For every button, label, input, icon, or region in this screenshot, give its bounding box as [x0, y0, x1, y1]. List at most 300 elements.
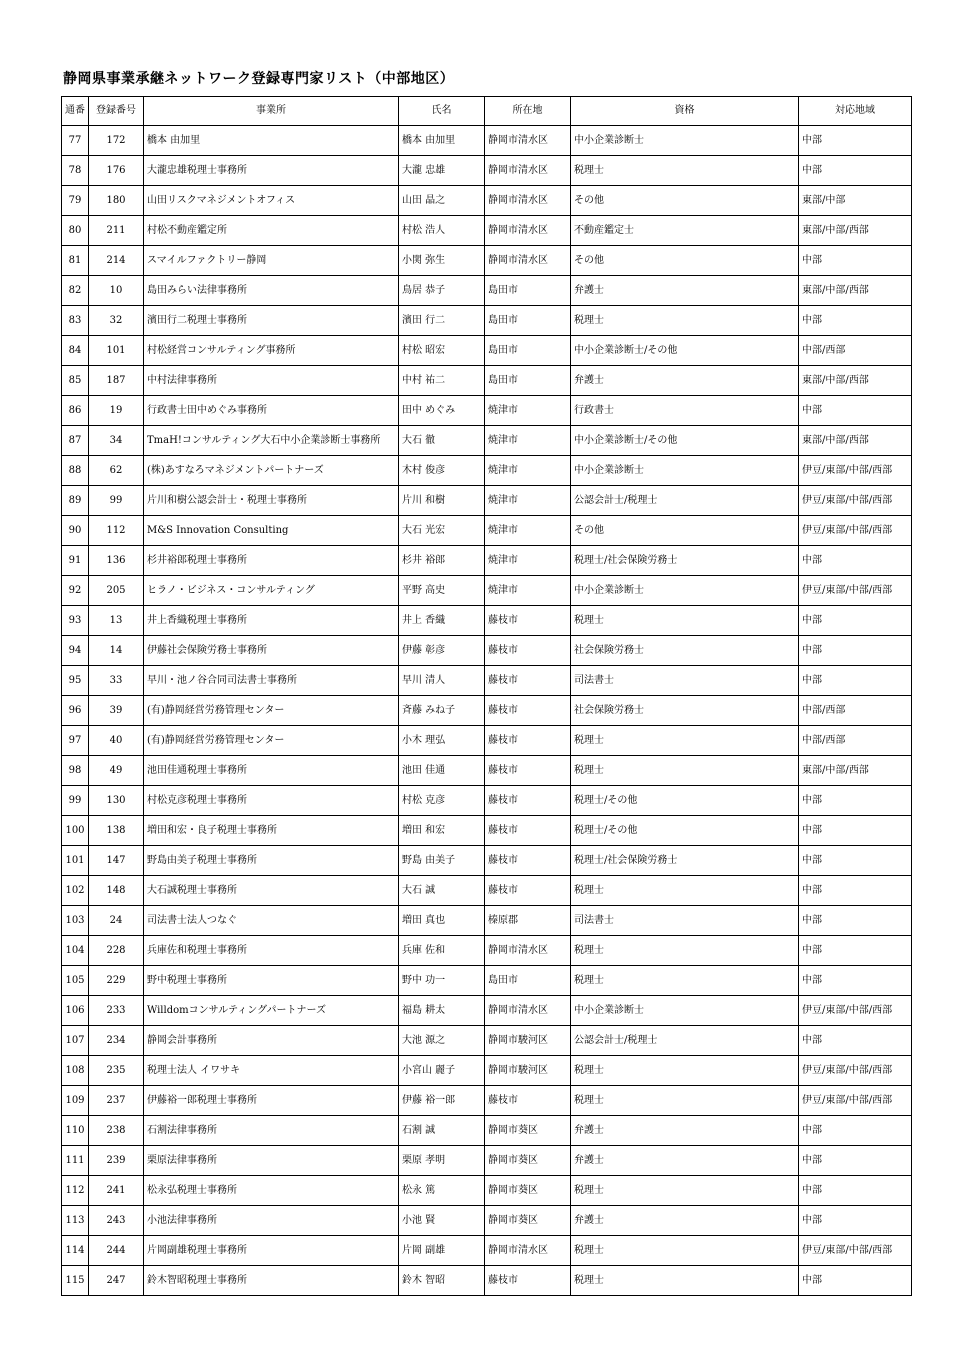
- cell-region: 中部: [799, 816, 912, 846]
- cell-region: 中部: [799, 846, 912, 876]
- cell-region: 東部/中部/西部: [799, 426, 912, 456]
- cell-office: 村松経営コンサルティング事務所: [144, 336, 399, 366]
- cell-registration-no: 239: [89, 1146, 144, 1176]
- cell-serial: 92: [62, 576, 89, 606]
- cell-office: 石割法律事務所: [144, 1116, 399, 1146]
- cell-serial: 98: [62, 756, 89, 786]
- cell-registration-no: 10: [89, 276, 144, 306]
- table-row: [62, 606, 912, 636]
- cell-name: 伊藤 裕一郎: [399, 1086, 485, 1116]
- cell-serial: 93: [62, 606, 89, 636]
- cell-office: (株)あすなろマネジメントパートナーズ: [144, 456, 399, 486]
- table-row: [62, 1116, 912, 1146]
- cell-registration-no: 176: [89, 156, 144, 186]
- cell-qualification: 公認会計士/税理士: [571, 486, 799, 516]
- cell-location: 焼津市: [485, 546, 571, 576]
- cell-qualification: その他: [571, 186, 799, 216]
- column-header-registration-no: 登録番号: [89, 97, 144, 126]
- cell-qualification: 税理士: [571, 756, 799, 786]
- cell-location: 藤枝市: [485, 786, 571, 816]
- cell-name: 村松 浩人: [399, 216, 485, 246]
- cell-serial: 107: [62, 1026, 89, 1056]
- cell-qualification: 税理士/社会保険労務士: [571, 546, 799, 576]
- cell-office: 行政書士田中めぐみ事務所: [144, 396, 399, 426]
- cell-location: 島田市: [485, 276, 571, 306]
- cell-name: 斉藤 みね子: [399, 696, 485, 726]
- cell-office: 増田和宏・良子税理士事務所: [144, 816, 399, 846]
- cell-location: 静岡市葵区: [485, 1176, 571, 1206]
- cell-office: (有)静岡経営労務管理センター: [144, 696, 399, 726]
- cell-qualification: 税理士: [571, 1086, 799, 1116]
- table-row: [62, 456, 912, 486]
- cell-registration-no: 229: [89, 966, 144, 996]
- cell-serial: 114: [62, 1236, 89, 1266]
- cell-office: 兵庫佐和税理士事務所: [144, 936, 399, 966]
- cell-name: 小池 賢: [399, 1206, 485, 1236]
- cell-name: 福島 耕太: [399, 996, 485, 1026]
- cell-registration-no: 180: [89, 186, 144, 216]
- cell-location: 藤枝市: [485, 696, 571, 726]
- cell-registration-no: 39: [89, 696, 144, 726]
- table-row: [62, 756, 912, 786]
- cell-location: 焼津市: [485, 396, 571, 426]
- cell-qualification: 公認会計士/税理士: [571, 1026, 799, 1056]
- cell-qualification: 司法書士: [571, 666, 799, 696]
- cell-registration-no: 136: [89, 546, 144, 576]
- cell-name: 村松 昭宏: [399, 336, 485, 366]
- cell-qualification: 不動産鑑定士: [571, 216, 799, 246]
- table-row: [62, 696, 912, 726]
- cell-registration-no: 24: [89, 906, 144, 936]
- cell-serial: 112: [62, 1176, 89, 1206]
- cell-serial: 90: [62, 516, 89, 546]
- cell-region: 東部/中部: [799, 186, 912, 216]
- cell-location: 島田市: [485, 336, 571, 366]
- cell-region: 伊豆/東部/中部/西部: [799, 996, 912, 1026]
- cell-serial: 108: [62, 1056, 89, 1086]
- cell-registration-no: 101: [89, 336, 144, 366]
- cell-serial: 96: [62, 696, 89, 726]
- table-row: [62, 1206, 912, 1236]
- cell-name: 大石 誠: [399, 876, 485, 906]
- cell-name: 栗原 孝明: [399, 1146, 485, 1176]
- cell-location: 藤枝市: [485, 726, 571, 756]
- cell-registration-no: 33: [89, 666, 144, 696]
- cell-qualification: その他: [571, 516, 799, 546]
- cell-region: 中部: [799, 1146, 912, 1176]
- cell-office: 大瀧忠雄税理士事務所: [144, 156, 399, 186]
- cell-name: 小木 理弘: [399, 726, 485, 756]
- cell-serial: 83: [62, 306, 89, 336]
- cell-name: 田中 めぐみ: [399, 396, 485, 426]
- cell-serial: 101: [62, 846, 89, 876]
- cell-region: 中部: [799, 1266, 912, 1296]
- table-row: [62, 186, 912, 216]
- table-row: [62, 936, 912, 966]
- cell-name: 鈴木 智昭: [399, 1266, 485, 1296]
- cell-region: 中部: [799, 1116, 912, 1146]
- table-row: [62, 546, 912, 576]
- cell-office: 井上香織税理士事務所: [144, 606, 399, 636]
- cell-name: 大石 光宏: [399, 516, 485, 546]
- cell-office: 橋本 由加里: [144, 126, 399, 156]
- cell-name: 兵庫 佐和: [399, 936, 485, 966]
- cell-name: 石割 誠: [399, 1116, 485, 1146]
- cell-serial: 97: [62, 726, 89, 756]
- cell-registration-no: 148: [89, 876, 144, 906]
- cell-serial: 103: [62, 906, 89, 936]
- table-row: [62, 426, 912, 456]
- cell-office: 税理士法人 イワサキ: [144, 1056, 399, 1086]
- cell-registration-no: 13: [89, 606, 144, 636]
- cell-region: 伊豆/東部/中部/西部: [799, 486, 912, 516]
- cell-location: 藤枝市: [485, 846, 571, 876]
- cell-location: 島田市: [485, 366, 571, 396]
- cell-office: 中村法律事務所: [144, 366, 399, 396]
- cell-serial: 99: [62, 786, 89, 816]
- column-header-name: 氏名: [399, 97, 485, 126]
- cell-qualification: 中小企業診断士: [571, 456, 799, 486]
- table-row: [62, 666, 912, 696]
- cell-location: 藤枝市: [485, 666, 571, 696]
- cell-location: 藤枝市: [485, 1266, 571, 1296]
- cell-name: 池田 佳通: [399, 756, 485, 786]
- cell-office: 野中税理士事務所: [144, 966, 399, 996]
- cell-qualification: 中小企業診断士: [571, 996, 799, 1026]
- cell-region: 中部: [799, 1206, 912, 1236]
- cell-serial: 77: [62, 126, 89, 156]
- cell-name: 山田 晶之: [399, 186, 485, 216]
- cell-office: 栗原法律事務所: [144, 1146, 399, 1176]
- cell-qualification: 税理士: [571, 966, 799, 996]
- cell-office: 山田リスクマネジメントオフィス: [144, 186, 399, 216]
- cell-name: 小関 弥生: [399, 246, 485, 276]
- cell-registration-no: 214: [89, 246, 144, 276]
- cell-qualification: 税理士: [571, 1266, 799, 1296]
- cell-qualification: 税理士: [571, 1236, 799, 1266]
- cell-region: 中部/西部: [799, 726, 912, 756]
- cell-region: 中部: [799, 876, 912, 906]
- table-row: [62, 276, 912, 306]
- cell-office: (有)静岡経営労務管理センター: [144, 726, 399, 756]
- cell-region: 東部/中部/西部: [799, 366, 912, 396]
- cell-region: 伊豆/東部/中部/西部: [799, 516, 912, 546]
- cell-region: 中部: [799, 1026, 912, 1056]
- cell-registration-no: 112: [89, 516, 144, 546]
- cell-office: 杉井裕郎税理士事務所: [144, 546, 399, 576]
- cell-qualification: 行政書士: [571, 396, 799, 426]
- cell-registration-no: 49: [89, 756, 144, 786]
- table-row: [62, 486, 912, 516]
- cell-location: 藤枝市: [485, 876, 571, 906]
- cell-region: 伊豆/東部/中部/西部: [799, 576, 912, 606]
- table-row: [62, 846, 912, 876]
- cell-region: 伊豆/東部/中部/西部: [799, 1056, 912, 1086]
- cell-name: 鳥居 恭子: [399, 276, 485, 306]
- cell-office: 村松不動産鑑定所: [144, 216, 399, 246]
- cell-serial: 109: [62, 1086, 89, 1116]
- cell-office: 司法書士法人つなぐ: [144, 906, 399, 936]
- cell-location: 静岡市清水区: [485, 186, 571, 216]
- cell-region: 東部/中部/西部: [799, 216, 912, 246]
- cell-region: 中部: [799, 396, 912, 426]
- cell-qualification: 弁護士: [571, 366, 799, 396]
- cell-location: 藤枝市: [485, 756, 571, 786]
- cell-location: 静岡市清水区: [485, 996, 571, 1026]
- cell-region: 中部/西部: [799, 696, 912, 726]
- cell-region: 中部: [799, 546, 912, 576]
- cell-serial: 113: [62, 1206, 89, 1236]
- cell-location: 静岡市葵区: [485, 1116, 571, 1146]
- cell-location: 静岡市駿河区: [485, 1056, 571, 1086]
- cell-qualification: 弁護士: [571, 1116, 799, 1146]
- table-header-row: [62, 97, 912, 126]
- table-row: [62, 726, 912, 756]
- cell-name: 松永 篤: [399, 1176, 485, 1206]
- cell-location: 静岡市清水区: [485, 216, 571, 246]
- table-row: [62, 876, 912, 906]
- cell-region: 伊豆/東部/中部/西部: [799, 1086, 912, 1116]
- cell-name: 増田 真也: [399, 906, 485, 936]
- cell-region: 中部: [799, 936, 912, 966]
- cell-serial: 89: [62, 486, 89, 516]
- cell-name: 大石 徹: [399, 426, 485, 456]
- cell-serial: 106: [62, 996, 89, 1026]
- cell-serial: 88: [62, 456, 89, 486]
- cell-serial: 81: [62, 246, 89, 276]
- cell-office: 片川和樹公認会計士・税理士事務所: [144, 486, 399, 516]
- cell-qualification: その他: [571, 246, 799, 276]
- cell-region: 東部/中部/西部: [799, 276, 912, 306]
- cell-office: 伊藤社会保険労務士事務所: [144, 636, 399, 666]
- cell-qualification: 中小企業診断士: [571, 576, 799, 606]
- cell-region: 東部/中部/西部: [799, 756, 912, 786]
- cell-office: Willdomコンサルティングパートナーズ: [144, 996, 399, 1026]
- cell-region: 中部: [799, 156, 912, 186]
- cell-registration-no: 172: [89, 126, 144, 156]
- cell-registration-no: 40: [89, 726, 144, 756]
- cell-registration-no: 211: [89, 216, 144, 246]
- cell-registration-no: 62: [89, 456, 144, 486]
- cell-region: 中部: [799, 1176, 912, 1206]
- cell-name: 平野 高史: [399, 576, 485, 606]
- table-row: [62, 576, 912, 606]
- table-row: [62, 1056, 912, 1086]
- table-row: [62, 156, 912, 186]
- cell-serial: 104: [62, 936, 89, 966]
- cell-office: 小池法律事務所: [144, 1206, 399, 1236]
- cell-serial: 100: [62, 816, 89, 846]
- cell-office: 片岡副雄税理士事務所: [144, 1236, 399, 1266]
- cell-serial: 87: [62, 426, 89, 456]
- cell-qualification: 中小企業診断士/その他: [571, 336, 799, 366]
- cell-serial: 80: [62, 216, 89, 246]
- cell-region: 中部: [799, 636, 912, 666]
- cell-name: 大瀧 忠雄: [399, 156, 485, 186]
- cell-registration-no: 32: [89, 306, 144, 336]
- cell-office: スマイルファクトリー静岡: [144, 246, 399, 276]
- cell-name: 村松 克彦: [399, 786, 485, 816]
- table-row: [62, 1236, 912, 1266]
- cell-serial: 110: [62, 1116, 89, 1146]
- table-row: [62, 306, 912, 336]
- cell-name: 小宮山 麗子: [399, 1056, 485, 1086]
- cell-serial: 95: [62, 666, 89, 696]
- table-row: [62, 216, 912, 246]
- cell-qualification: 税理士: [571, 1056, 799, 1086]
- cell-location: 藤枝市: [485, 1086, 571, 1116]
- cell-location: 藤枝市: [485, 816, 571, 846]
- cell-registration-no: 99: [89, 486, 144, 516]
- cell-registration-no: 237: [89, 1086, 144, 1116]
- cell-name: 増田 和宏: [399, 816, 485, 846]
- table-row: [62, 1086, 912, 1116]
- expert-list-table: [61, 96, 912, 1296]
- cell-registration-no: 34: [89, 426, 144, 456]
- cell-serial: 79: [62, 186, 89, 216]
- cell-region: 中部: [799, 786, 912, 816]
- table-row: [62, 126, 912, 156]
- cell-region: 中部: [799, 906, 912, 936]
- table-row: [62, 246, 912, 276]
- cell-office: 島田みらい法律事務所: [144, 276, 399, 306]
- cell-qualification: 弁護士: [571, 1146, 799, 1176]
- cell-serial: 82: [62, 276, 89, 306]
- cell-name: 井上 香織: [399, 606, 485, 636]
- table-row: [62, 1146, 912, 1176]
- column-header-office: 事業所: [144, 97, 399, 126]
- cell-office: 鈴木智昭税理士事務所: [144, 1266, 399, 1296]
- column-header-qualification: 資格: [571, 97, 799, 126]
- cell-name: 伊藤 彰彦: [399, 636, 485, 666]
- cell-office: 早川・池ノ谷合同司法書士事務所: [144, 666, 399, 696]
- table-row: [62, 636, 912, 666]
- cell-name: 中村 祐二: [399, 366, 485, 396]
- cell-name: 木村 俊彦: [399, 456, 485, 486]
- cell-office: 静岡会計事務所: [144, 1026, 399, 1056]
- cell-serial: 86: [62, 396, 89, 426]
- cell-location: 藤枝市: [485, 636, 571, 666]
- page-title: 静岡県事業承継ネットワーク登録専門家リスト（中部地区）: [63, 71, 455, 87]
- table-row: [62, 966, 912, 996]
- cell-location: 静岡市清水区: [485, 936, 571, 966]
- cell-registration-no: 234: [89, 1026, 144, 1056]
- cell-registration-no: 233: [89, 996, 144, 1026]
- cell-serial: 105: [62, 966, 89, 996]
- table-row: [62, 786, 912, 816]
- cell-registration-no: 244: [89, 1236, 144, 1266]
- cell-office: TmaH!コンサルティング大石中小企業診断士事務所: [144, 426, 399, 456]
- cell-region: 中部: [799, 126, 912, 156]
- cell-name: 早川 清人: [399, 666, 485, 696]
- column-header-location: 所在地: [485, 97, 571, 126]
- cell-registration-no: 130: [89, 786, 144, 816]
- cell-location: 島田市: [485, 966, 571, 996]
- cell-name: 野島 由美子: [399, 846, 485, 876]
- table-row: [62, 516, 912, 546]
- cell-office: 濱田行二税理士事務所: [144, 306, 399, 336]
- cell-name: 片岡 副雄: [399, 1236, 485, 1266]
- cell-qualification: 税理士: [571, 606, 799, 636]
- cell-location: 榛原郡: [485, 906, 571, 936]
- cell-location: 焼津市: [485, 426, 571, 456]
- cell-region: 中部: [799, 966, 912, 996]
- cell-region: 中部: [799, 246, 912, 276]
- cell-name: 大池 源之: [399, 1026, 485, 1056]
- cell-region: 中部: [799, 306, 912, 336]
- table-body: [62, 126, 912, 1296]
- cell-qualification: 税理士/その他: [571, 786, 799, 816]
- cell-office: 村松克彦税理士事務所: [144, 786, 399, 816]
- cell-qualification: 中小企業診断士/その他: [571, 426, 799, 456]
- cell-serial: 111: [62, 1146, 89, 1176]
- cell-registration-no: 235: [89, 1056, 144, 1086]
- cell-region: 中部: [799, 606, 912, 636]
- cell-location: 焼津市: [485, 516, 571, 546]
- cell-location: 藤枝市: [485, 606, 571, 636]
- cell-location: 静岡市清水区: [485, 156, 571, 186]
- table-row: [62, 1266, 912, 1296]
- cell-serial: 115: [62, 1266, 89, 1296]
- table-row: [62, 996, 912, 1026]
- cell-qualification: 税理士/社会保険労務士: [571, 846, 799, 876]
- table-row: [62, 1026, 912, 1056]
- cell-region: 伊豆/東部/中部/西部: [799, 1236, 912, 1266]
- cell-registration-no: 205: [89, 576, 144, 606]
- cell-name: 片川 和樹: [399, 486, 485, 516]
- cell-office: 野島由美子税理士事務所: [144, 846, 399, 876]
- cell-name: 濱田 行二: [399, 306, 485, 336]
- cell-qualification: 税理士: [571, 156, 799, 186]
- cell-qualification: 税理士/その他: [571, 816, 799, 846]
- cell-qualification: 税理士: [571, 726, 799, 756]
- cell-office: 池田佳通税理士事務所: [144, 756, 399, 786]
- cell-registration-no: 19: [89, 396, 144, 426]
- cell-region: 中部: [799, 666, 912, 696]
- column-header-region: 対応地域: [799, 97, 912, 126]
- table-row: [62, 816, 912, 846]
- cell-location: 静岡市清水区: [485, 246, 571, 276]
- table-row: [62, 336, 912, 366]
- cell-registration-no: 241: [89, 1176, 144, 1206]
- cell-qualification: 税理士: [571, 876, 799, 906]
- cell-location: 静岡市葵区: [485, 1146, 571, 1176]
- cell-location: 静岡市葵区: [485, 1206, 571, 1236]
- cell-location: 焼津市: [485, 576, 571, 606]
- cell-serial: 85: [62, 366, 89, 396]
- cell-serial: 91: [62, 546, 89, 576]
- cell-region: 中部/西部: [799, 336, 912, 366]
- cell-office: 大石誠税理士事務所: [144, 876, 399, 906]
- cell-registration-no: 147: [89, 846, 144, 876]
- cell-name: 橋本 由加里: [399, 126, 485, 156]
- cell-serial: 102: [62, 876, 89, 906]
- cell-location: 焼津市: [485, 486, 571, 516]
- cell-qualification: 司法書士: [571, 906, 799, 936]
- cell-location: 島田市: [485, 306, 571, 336]
- table-row: [62, 366, 912, 396]
- cell-registration-no: 243: [89, 1206, 144, 1236]
- cell-office: M&S Innovation Consulting: [144, 516, 399, 546]
- cell-registration-no: 238: [89, 1116, 144, 1146]
- cell-office: ヒラノ・ビジネス・コンサルティング: [144, 576, 399, 606]
- cell-registration-no: 228: [89, 936, 144, 966]
- cell-location: 静岡市駿河区: [485, 1026, 571, 1056]
- cell-qualification: 社会保険労務士: [571, 696, 799, 726]
- cell-qualification: 税理士: [571, 306, 799, 336]
- cell-qualification: 弁護士: [571, 1206, 799, 1236]
- table-row: [62, 1176, 912, 1206]
